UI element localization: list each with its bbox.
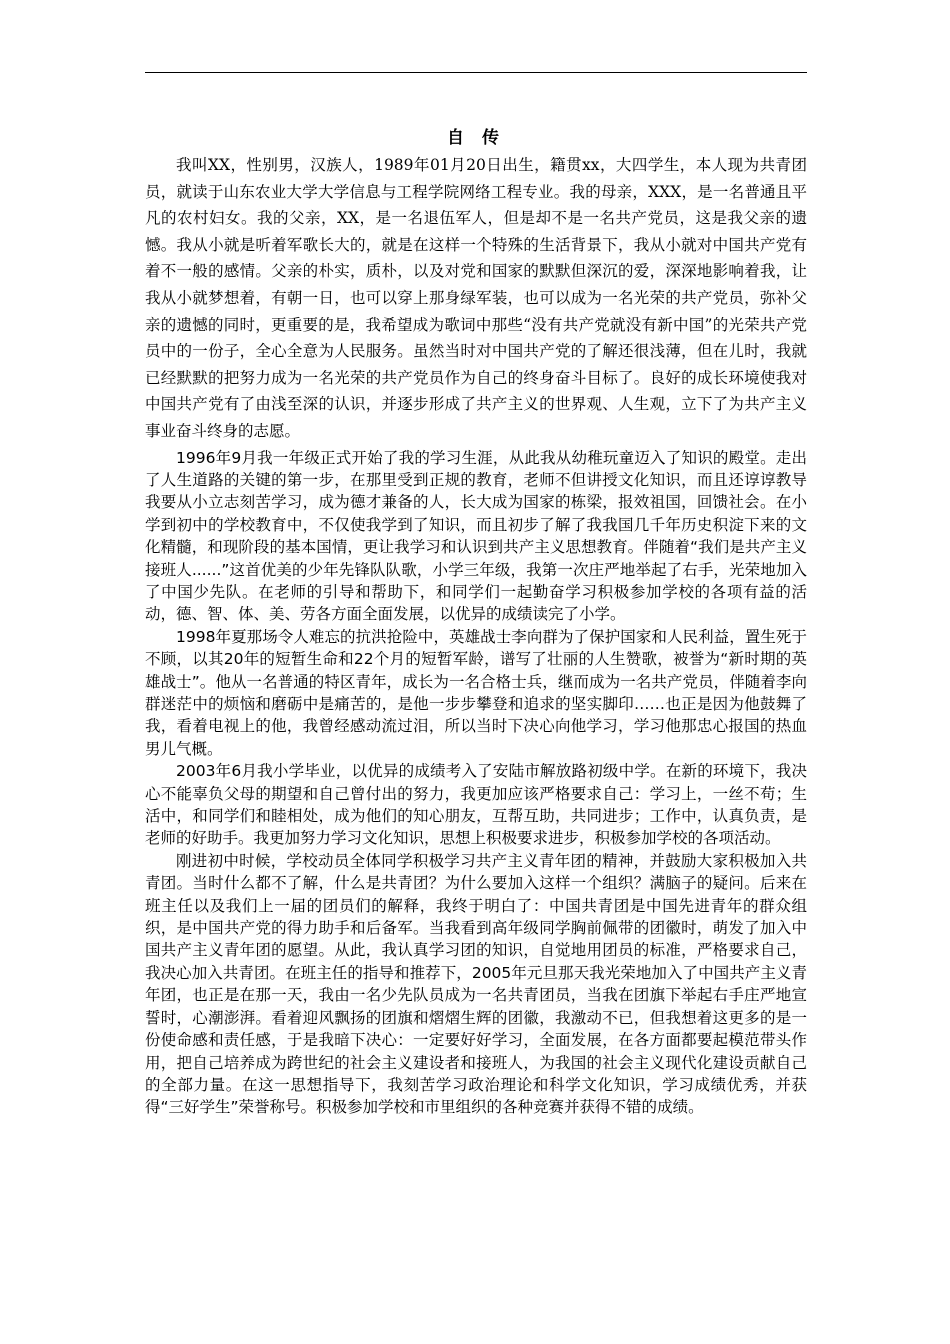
- paragraph-youth-league: 刚进初中时候，学校动员全体同学积极学习共产主义青年团的精神，并鼓励大家积极加入共青团。当时什么都不了解，什么是共青团？为什么要加入这样一个组织？满脑子的疑问。后来在班主任以及我们上一届的团员们的解释，我终于明白了：中国共青团是中国先进青年的群众组织，是中国共产党的得力助手和后备军。当我看到高年级同学胸前佩带的团徽时，萌发了加入中国共产主义青年团的愿望。从此，我认真学习团的知识，自觉地用团员的标准，严格要求自己，我决心加入共青团。在班主任的指导和推荐下，2005年元旦那天我光荣地加入了中国共产主义青年团，也正是在那一天，我由一名少先队员成为一名共青团员，当我在团旗下举起右手庄严地宣誓时，心潮澎湃。看着迎风飘扬的团旗和熠熠生辉的团徽，我激动不已，但我想着这更多的是一份使命感和责任感，于是我暗下决心：一定要好好学习，全面发展，在各方面都要起模范带头作用，把自己培养成为跨世纪的社会主义建设者和接班人，为我国的社会主义现代化建设贡献自己的全部力量。在这一思想指导下，我刻苦学习政治理论和科学文化知识，学习成绩优秀，并获得“三好学生”荣誉称号。积极参加学校和市里组织的各种竞赛并获得不错的成绩。: [145, 851, 807, 1117]
- document-body: [145, 126, 807, 1119]
- paragraph-1998-flood: 1998年夏那场令人难忘的抗洪抢险中，英雄战士李向群为了保护国家和人民利益，置生死于不顾，以其20年的短暂生命和22个月的短暂军龄，谱写了壮丽的人生赞歌，被誉为“新时期的英雄战士”。他从一名普通的特区青年，成长为一名合格士兵，继而成为一名共产党员，伴随着李向群迷茫中的烦恼和磨砺中是痛苦的，是他一步步攀登和追求的坚实脚印……也正是因为他鼓舞了我，看着电视上的他，我曾经感动流过泪，所以当时下决心向他学习，学习他那忠心报国的热血男儿气概。: [145, 627, 807, 758]
- paragraph-middle-school: 2003年6月我小学毕业，以优异的成绩考入了安陆市解放路初级中学。在新的环境下，我决心不能辜负父母的期望和自己曾付出的努力，我更加应该严格要求自己：学习上，一丝不苟；生活中，和同学们和睦相处，成为他们的知心朋友，互帮互助，共同进步；工作中，认真负责，是老师的好助手。我更加努力学习文化知识，思想上积极要求进步，积极参加学校的各项活动。: [145, 762, 807, 848]
- document-title: 自 传: [447, 128, 505, 148]
- paragraph-intro: 我叫XX，性别男，汉族人，1989年01月20日出生，籍贯xx，大四学生，本人现为共青团员，就读于山东农业大学大学信息与工程学院网络工程专业。我的母亲，XXX，是一名普通且平凡的农村妇女。我的父亲，XX，是一名退伍军人，但是却不是一名共产党员，这是我父亲的遗憾。我从小就是听着军歌长大的，就是在这样一个特殊的生活背景下，我从小就对中国共产党有着不一般的感情。父亲的朴实，质朴，以及对党和国家的默默但深沉的爱，深深地影响着我，让我从小就梦想着，有朝一日，也可以穿上那身绿军装，也可以成为一名光荣的共产党员，弥补父亲的遗憾的同时，更重要的是，我希望成为歌词中那些“没有共产党就没有新中国”的光荣共产党员中的一份子，全心全意为人民服务。虽然当时对中国共产党的了解还很浅薄，但在儿时，我就已经默默的把努力成为一名光荣的共产党员作为自己的终身奋斗目标了。良好的成长环境使我对中国共产党有了由浅至深的认识，并逐步形成了共产主义的世界观、人生观，立下了为共产主义事业奋斗终身的志愿。: [145, 156, 807, 440]
- header-rule: [145, 72, 807, 73]
- paragraph-primary-school: 1996年9月我一年级正式开始了我的学习生涯，从此我从幼稚玩童迈入了知识的殿堂。走出了人生道路的关键的第一步，在那里受到正规的教育，老师不但讲授文化知识，而且还谆谆教导我要从小立志刻苦学习，成为德才兼备的人，长大成为国家的栋梁，报效祖国，回馈社会。在小学到初中的学校教育中，不仅使我学到了知识，而且初步了解了我我国几千年历史积淀下来的文化精髓，和现阶段的基本国情，更让我学习和认识到共产主义思想教育。伴随着“我们是共产主义接班人......”这首优美的少年先锋队队歌，小学三年级，我第一次庄严地举起了右手，光荣地加入了中国少先队。在老师的引导和帮助下，和同学们一起勤奋学习积极参加学校的各项有益的活动，德、智、体、美、劳各方面全面发展，以优异的成绩读完了小学。: [145, 448, 807, 624]
